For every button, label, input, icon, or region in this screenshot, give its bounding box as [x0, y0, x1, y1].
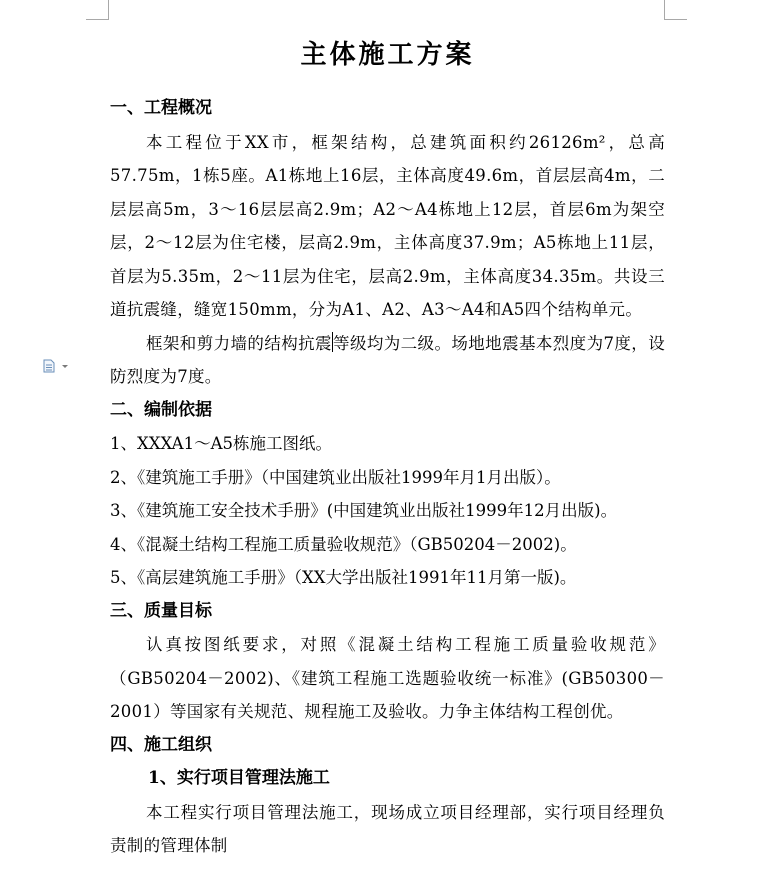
- list-item: 1、XXXA1～A5栋施工图纸。: [110, 434, 332, 453]
- body-paragraph: 认真按图纸要求，对照《混凝土结构工程施工质量验收规范》（GB50204－2002)、《建筑工程施工选题验收统一标准》(GB50300－2001）等国家有关规范、规程施工及验收。力争主体结构工程创优。: [110, 635, 665, 721]
- section-heading: 二、编制依据: [110, 399, 212, 420]
- body-paragraph: 本工程实行项目管理法施工，现场成立项目经理部，实行项目经理负责制的管理体制: [110, 802, 665, 855]
- text-cursor: [332, 332, 333, 352]
- document-title: 主体施工方案: [300, 40, 475, 70]
- body-paragraph: [110, 327, 665, 394]
- page-corner-mark-top-left: [86, 0, 109, 20]
- section-heading: 四、施工组织: [110, 734, 212, 755]
- list-item: 2、《建筑施工手册》（中国建筑业出版社1999年月1月出版）。: [110, 467, 561, 487]
- list-item: 4、《混凝土结构工程施工质量验收规范》（GB50204－2002)。: [110, 534, 577, 554]
- list-item: 5、《高层建筑施工手册》（XX大学出版社1991年11月第一版)。: [110, 568, 577, 587]
- sub-heading: 1、实行项目管理法施工: [148, 768, 330, 788]
- paragraph-text: 框架和剪力墙的结构抗震等级均为二级。场地地震基本烈度为7度，设防烈度为7度。: [110, 333, 665, 386]
- section-heading: 三、质量目标: [110, 600, 212, 621]
- paragraph-layout-icon[interactable]: [43, 359, 69, 373]
- list-item: 3、《建筑施工安全技术手册》(中国建筑业出版社1999年12月出版)。: [110, 501, 618, 520]
- page-corner-mark-top-right: [664, 0, 687, 20]
- body-paragraph: 本工程位于XX市，框架结构，总建筑面积约26126m²，总高57.75m，1栋5座。A1栋地上16层，主体高度49.6m，首层层高4m，二层层高5m，3～16层层高2.9m；A2～A4栋地上12层，首层6m为架空层，2～12层为住宅楼，层高2.9m，主体高度37.9m；A5栋地上11层，首层为5.35m，2～11层为住宅，层高2.9m，主体高度34.35m。共设三道抗震缝，缝宽150mm，分为A1、A2、A3～A4和A5四个结构单元。: [110, 132, 665, 319]
- document-body[interactable]: [110, 30, 665, 863]
- section-heading: 一、工程概况: [110, 98, 212, 118]
